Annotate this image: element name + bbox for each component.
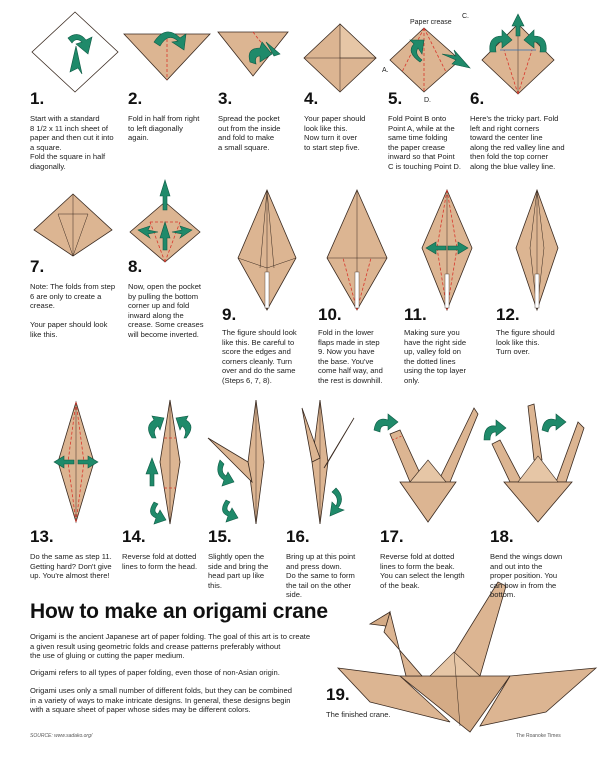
step-15-number: 15. <box>208 527 232 546</box>
step-7-number: 7. <box>30 257 45 276</box>
step-16-caption: Bring up at this point and press down. Do the same to form the tail on the other side. <box>286 552 356 600</box>
step-6-figure <box>470 10 565 100</box>
step-2-caption: Fold in half from right to left diagonally again. <box>128 114 200 143</box>
step-3-figure <box>210 12 295 92</box>
curved-arrow-icon <box>148 416 164 438</box>
up-arrow-icon <box>146 458 158 486</box>
curved-arrow-icon <box>374 414 398 432</box>
curved-arrow-icon <box>222 500 238 522</box>
intro-paragraph-1: Origami is the ancient Japanese art of paper folding. The goal of this art is to create a given result using geometric folds and crease patterns preferably without the use of gluing or cutting the paper medium. <box>30 632 311 661</box>
step-5-caption: Fold Point B onto Point A, while at the same time folding the paper crease inward so that Point C is touching Point D. <box>388 114 462 171</box>
curved-arrow-icon <box>330 488 344 516</box>
point-c-label: C. <box>462 13 469 20</box>
step-15-figure <box>200 398 290 528</box>
step-12-caption: The figure should look like this. Turn over. <box>496 328 555 357</box>
step-11-caption: Making sure you have the right side up, valley fold on the dotted lines using the top layer only. <box>404 328 467 385</box>
step-19-number: 19. <box>326 685 350 704</box>
step-18-figure <box>480 400 590 525</box>
step-9-caption: The figure should look like this. Be careful to score the edges and corners cleanly. Turn over and do the same (Steps 6, 7, 8). <box>222 328 297 385</box>
curved-arrow-icon <box>150 502 166 524</box>
step-11-number: 11. <box>404 305 427 324</box>
point-d-label: D. <box>424 97 431 103</box>
step-12-number: 12. <box>496 305 520 324</box>
step-3-number: 3. <box>218 89 233 108</box>
step-19-caption: The finished crane. <box>326 710 391 719</box>
step-6-caption: Here's the tricky part. Fold left and right corners toward the center line along the red valley line and then fold the top corner along the blue valley line. <box>470 114 565 171</box>
credit-line: The Roanoke Times <box>516 733 561 739</box>
step-8-caption: Now, open the pocket by pulling the bottom corner up and fold inward along the crease. Some creases will become inverted. <box>128 282 204 339</box>
step-4-figure <box>298 12 383 94</box>
step-9-number: 9. <box>222 305 237 324</box>
step-17-number: 17. <box>380 527 404 546</box>
step-4-caption: Your paper should look like this. Now turn it over to start step five. <box>304 114 366 152</box>
step-7-figure <box>28 190 118 260</box>
step-3-caption: Spread the pocket out from the inside and fold to make a small square. <box>218 114 281 152</box>
step-10-figure <box>315 188 400 313</box>
step-17-figure <box>370 400 480 525</box>
step-18-number: 18. <box>490 527 514 546</box>
step-17-caption: Reverse fold at dotted lines to form the beak. You can select the length of the beak. <box>380 552 465 590</box>
step-8-figure <box>120 176 210 266</box>
step-6-number: 6. <box>470 89 485 108</box>
step-2-number: 2. <box>128 89 143 108</box>
intro-paragraph-2: Origami refers to all types of paper folding, even those of non-Asian origin. <box>30 668 280 677</box>
step-14-caption: Reverse fold at dotted lines to form the head. <box>122 552 198 571</box>
step-14-number: 14. <box>122 527 146 546</box>
step-13-number: 13. <box>30 527 54 546</box>
step-16-figure <box>290 398 370 528</box>
step-16-number: 16. <box>286 527 310 546</box>
step-10-number: 10. <box>318 305 342 324</box>
step-18-caption: Bend the wings down and out into the proper position. You can bow in from the bottom. <box>490 552 563 600</box>
step-4-number: 4. <box>304 89 319 108</box>
step-14-figure <box>130 398 210 528</box>
paper-crease-label: Paper crease <box>410 19 452 26</box>
step-1-number: 1. <box>30 89 45 108</box>
curved-arrow-icon <box>484 420 506 440</box>
source-note: SOURCE: www.sadako.org/ <box>30 733 93 739</box>
step-8-number: 8. <box>128 257 143 276</box>
step-15-caption: Slightly open the side and bring the head part up like this. <box>208 552 269 590</box>
curved-arrow-icon <box>542 414 566 432</box>
step-12-figure <box>492 188 582 313</box>
curved-arrow-icon <box>218 460 234 486</box>
step-13-caption: Do the same as step 11. Getting hard? Don't give up. You're almost there! <box>30 552 112 581</box>
step-1-figure <box>30 10 120 95</box>
step-9-figure <box>222 188 312 313</box>
intro-paragraph-3: Origami uses only a small number of different folds, but they can be combined in a variety of ways to make intricate designs. In general, these designs begin with a square sheet of paper whose sides may be different colors. <box>30 686 292 715</box>
step-11-figure <box>402 188 492 313</box>
page-title: How to make an origami crane <box>30 600 328 623</box>
point-a-label: A. <box>382 67 389 74</box>
step-10-caption: Fold in the lower flaps made in step 9. Now you have the base. You've come half way, and the rest is downhill. <box>318 328 383 385</box>
step-13-figure <box>36 400 116 525</box>
step-1-caption: Start with a standard 8 1/2 x 11 inch sheet of paper and then cut it into a square. Fold the square in half diagonally. <box>30 114 114 171</box>
step-2-figure <box>122 14 212 89</box>
step-5-number: 5. <box>388 89 403 108</box>
step-7-caption: Note: The folds from step 6 are only to create a crease. Your paper should look like this. <box>30 282 116 339</box>
